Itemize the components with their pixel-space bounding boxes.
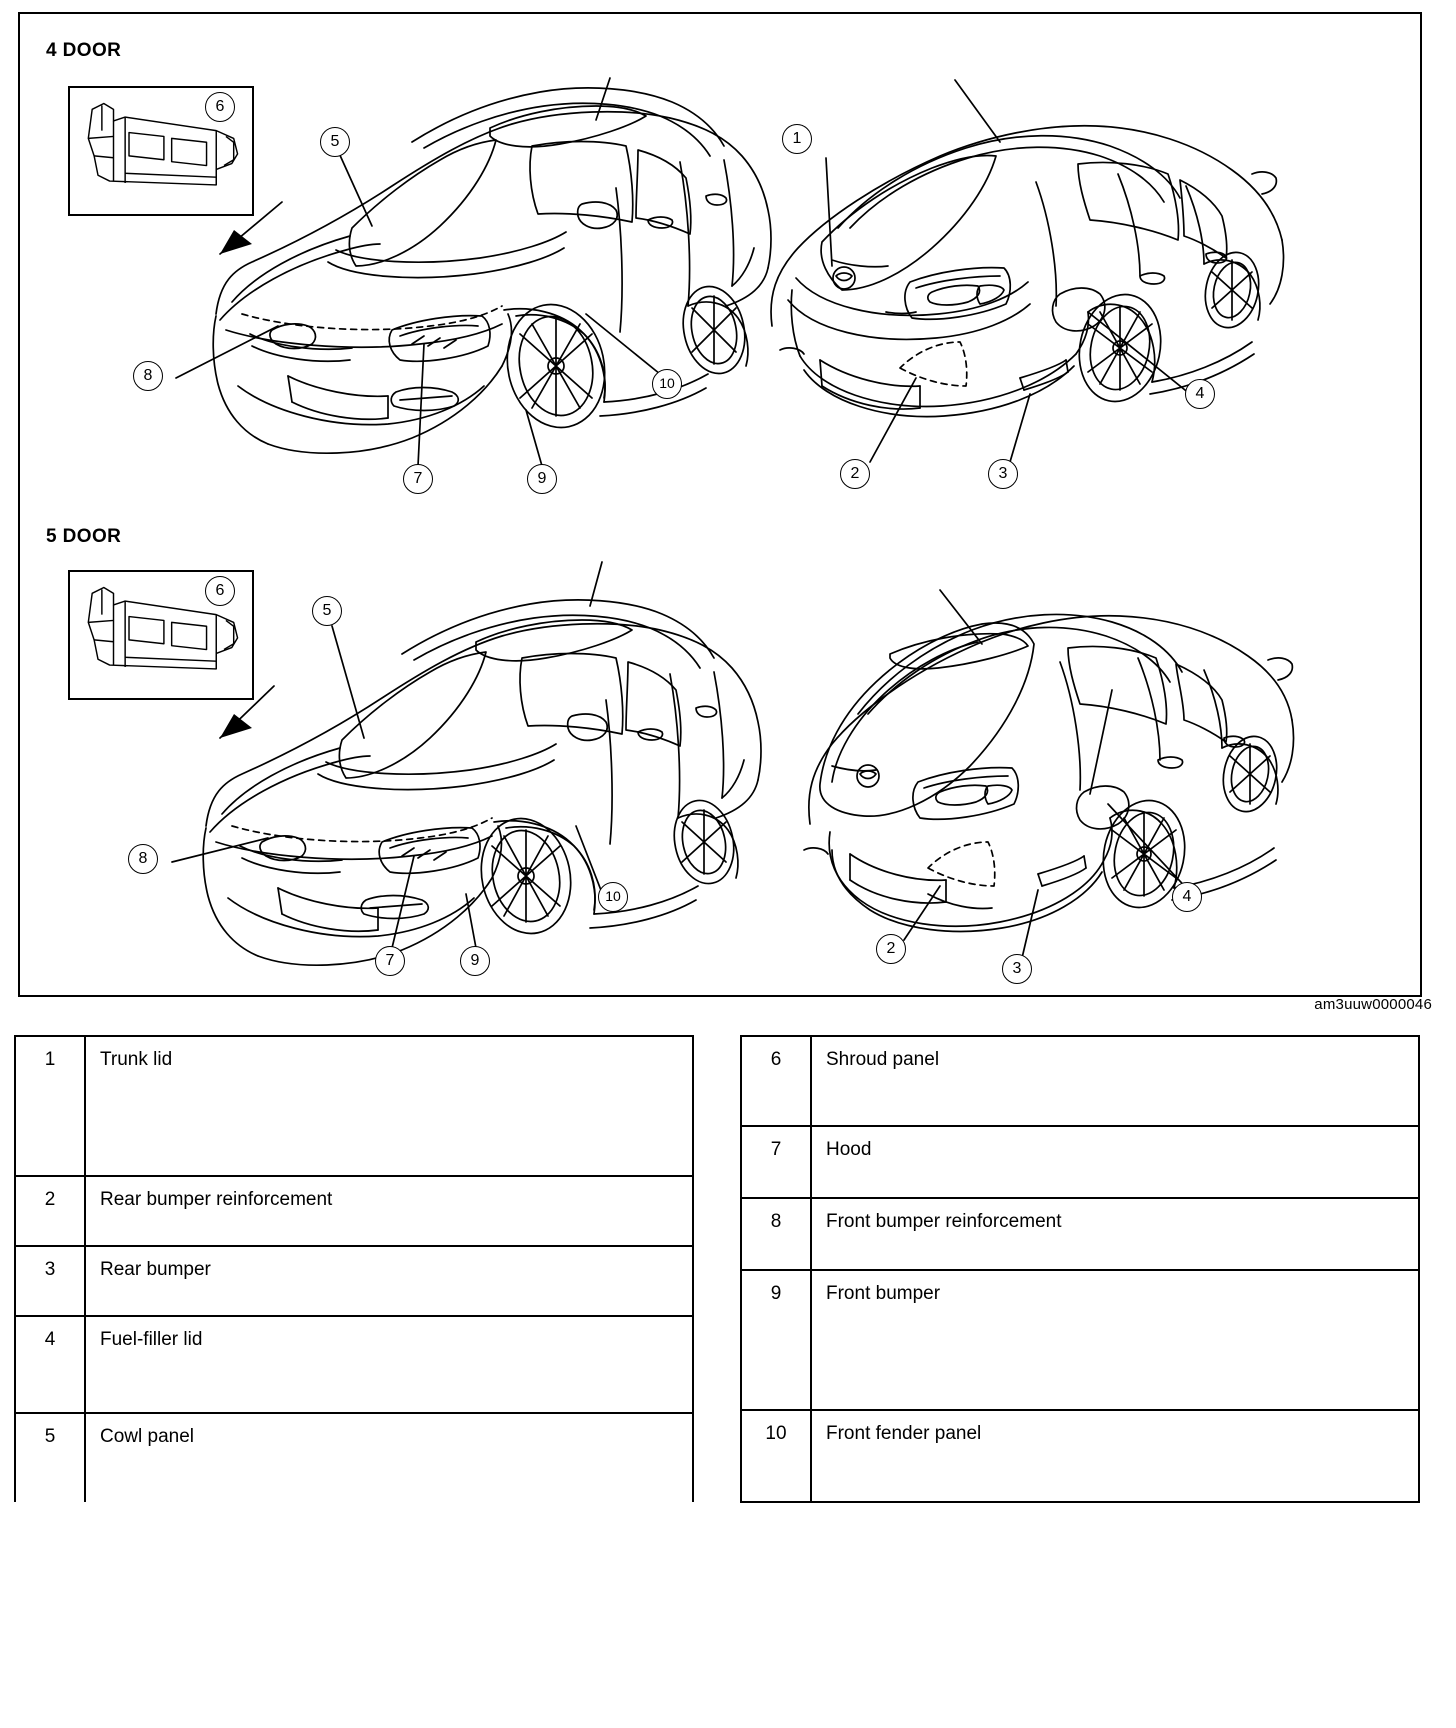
legend-label: Trunk lid	[100, 1049, 173, 1070]
legend-table-left	[14, 1035, 694, 1502]
legend-row	[16, 1247, 692, 1317]
callout-7-4door: 7	[403, 464, 433, 494]
legend-label: Front bumper reinforcement	[826, 1211, 1062, 1232]
legend-row	[16, 1037, 692, 1177]
callout-6-4door: 6	[205, 92, 235, 122]
legend-number: 8	[742, 1199, 812, 1269]
callout-6-5door: 6	[205, 576, 235, 606]
section-label-5door: 5 DOOR	[46, 526, 122, 547]
legend-label: Shroud panel	[826, 1049, 940, 1070]
callout-5-4door: 5	[320, 127, 350, 157]
callout-10-4door: 10	[652, 369, 682, 399]
legend-number: 1	[16, 1037, 86, 1175]
legend-number: 6	[742, 1037, 812, 1125]
section-label-4door: 4 DOOR	[46, 40, 122, 61]
callout-1-4door: 1	[782, 124, 812, 154]
legend-number: 5	[16, 1414, 86, 1502]
legend-label: Front fender panel	[826, 1423, 982, 1444]
legend-row	[742, 1411, 1418, 1501]
legend-number: 7	[742, 1127, 812, 1197]
callout-9-4door: 9	[527, 464, 557, 494]
legend-label: Cowl panel	[100, 1426, 194, 1447]
legend-row	[742, 1127, 1418, 1199]
callout-7-5door: 7	[375, 946, 405, 976]
callout-10-5door: 10	[598, 882, 628, 912]
callout-2-5door: 2	[876, 934, 906, 964]
legend-row	[16, 1414, 692, 1502]
legend-row	[742, 1271, 1418, 1411]
callout-4-4door: 4	[1185, 379, 1215, 409]
legend-row	[742, 1037, 1418, 1127]
legend-number: 3	[16, 1247, 86, 1315]
legend-label: Front bumper	[826, 1283, 941, 1304]
callout-3-5door: 3	[1002, 954, 1032, 984]
callout-2-4door: 2	[840, 459, 870, 489]
legend-number: 9	[742, 1271, 812, 1409]
legend-label: Hood	[826, 1139, 872, 1160]
legend-number: 4	[16, 1317, 86, 1412]
legend-row	[742, 1199, 1418, 1271]
figure-id: am3uuw0000046	[1314, 996, 1432, 1013]
legend-label: Rear bumper	[100, 1259, 211, 1280]
callout-3-4door: 3	[988, 459, 1018, 489]
callout-5-5door: 5	[312, 596, 342, 626]
callout-4-5door: 4	[1172, 882, 1202, 912]
callout-9-5door: 9	[460, 946, 490, 976]
legend-number: 2	[16, 1177, 86, 1245]
legend-label: Fuel-filler lid	[100, 1329, 203, 1350]
callout-8-4door: 8	[133, 361, 163, 391]
legend-row	[16, 1317, 692, 1414]
callout-8-5door: 8	[128, 844, 158, 874]
legend-label: Rear bumper reinforcement	[100, 1189, 333, 1210]
legend-number: 10	[742, 1411, 812, 1501]
illustration-panel	[18, 12, 1422, 997]
legend-row	[16, 1177, 692, 1247]
legend-table-right	[740, 1035, 1420, 1503]
